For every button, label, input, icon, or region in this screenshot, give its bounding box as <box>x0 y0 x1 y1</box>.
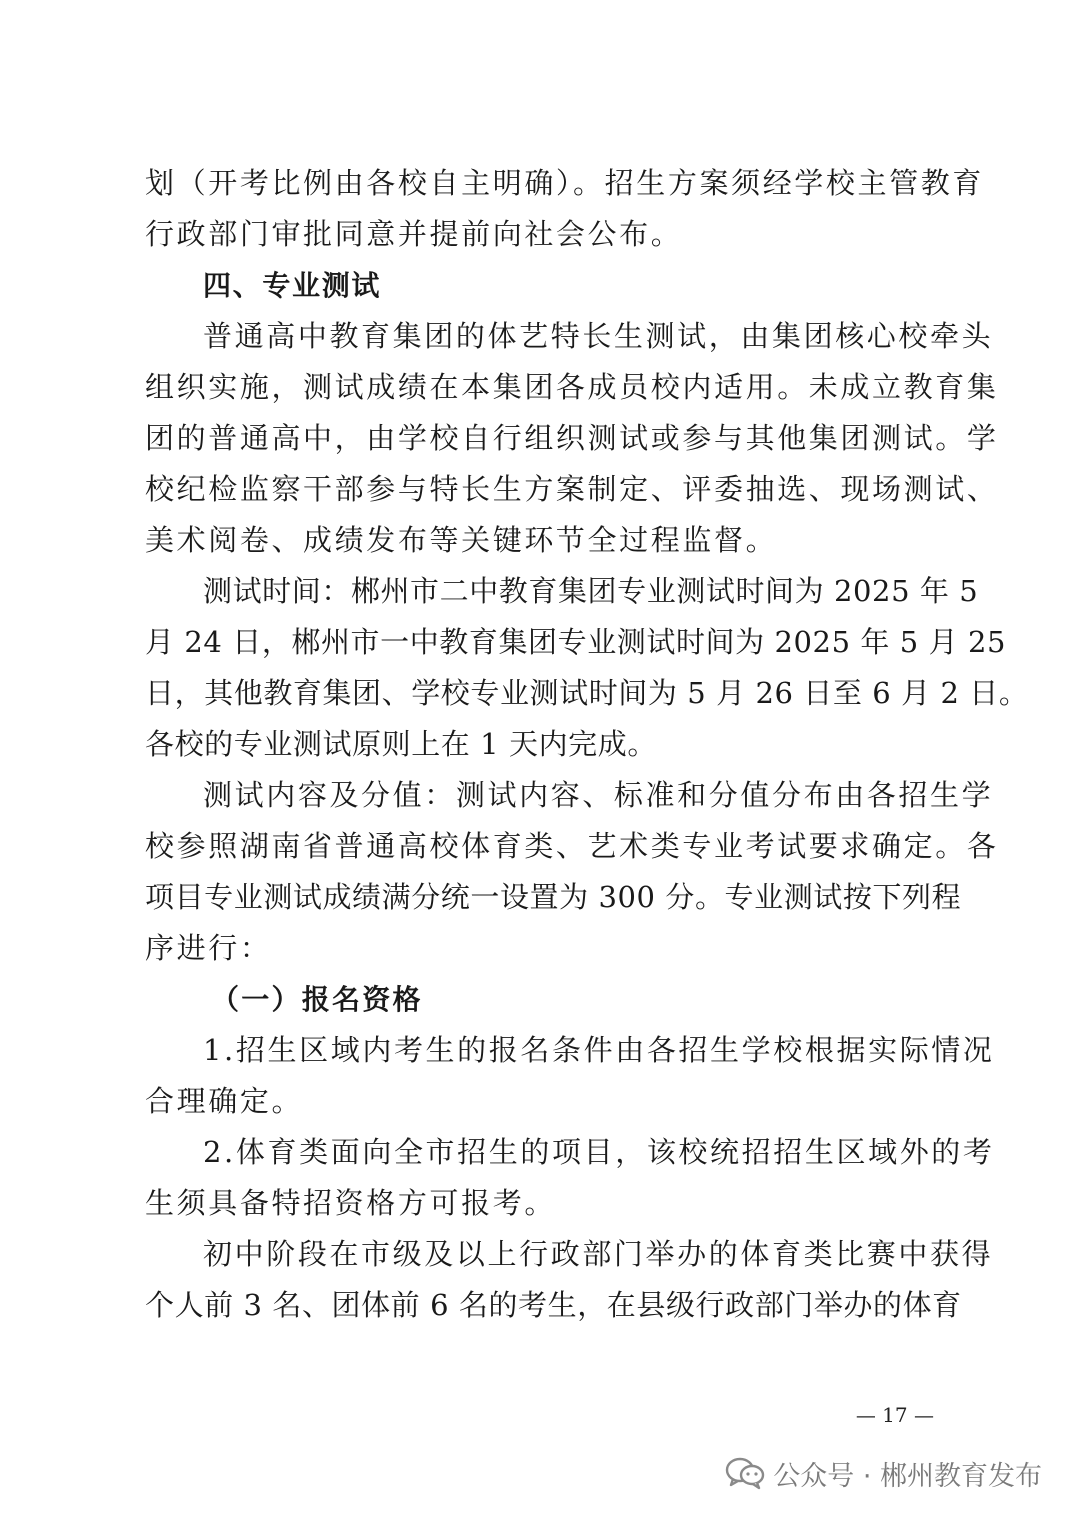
text-line: 团的普通高中，由学校自行组织测试或参与其他集团测试。学 <box>145 421 999 455</box>
text-line: 2.体育类面向全市招生的项目，该校统招招生区域外的考 <box>203 1135 995 1169</box>
watermark <box>725 1450 1042 1496</box>
text-line: 月 24 日，郴州市一中教育集团专业测试时间为 2025 年 5 月 25 <box>145 625 1007 659</box>
text-line: 测试时间：郴州市二中教育集团专业测试时间为 2025 年 5 <box>203 574 979 608</box>
text-line: 测试内容及分值：测试内容、标准和分值分布由各招生学 <box>203 778 994 812</box>
text-line: 日，其他教育集团、学校专业测试时间为 5 月 26 日至 6 月 2 日。 <box>145 676 1029 710</box>
subsection-heading: （一）报名资格 <box>211 983 423 1016</box>
text-line: 组织实施，测试成绩在本集团各成员校内适用。未成立教育集 <box>145 370 999 404</box>
text-line: 初中阶段在市级及以上行政部门举办的体育类比赛中获得 <box>203 1237 994 1271</box>
wechat-icon <box>725 1456 765 1490</box>
text-line: 校参照湖南省普通高校体育类、艺术类专业考试要求确定。各 <box>145 829 999 863</box>
body-text <box>145 158 1029 1331</box>
watermark-text: 公众号 · 郴州教育发布 <box>773 1460 1042 1492</box>
text-line: 生须具备特招资格方可报考。 <box>145 1186 556 1220</box>
text-line: 校纪检监察干部参与特长生方案制定、评委抽选、现场测试、 <box>145 472 999 506</box>
text-line: 项目专业测试成绩满分统一设置为 300 分。专业测试按下列程 <box>145 880 962 914</box>
text-line: 普通高中教育集团的体艺特长生测试，由集团核心校牵头 <box>203 319 994 353</box>
text-line: 合理确定。 <box>145 1084 304 1118</box>
text-line: 行政部门审批同意并提前向社会公布。 <box>145 217 683 251</box>
text-line: 1.招生区域内考生的报名条件由各招生学校根据实际情况 <box>203 1033 995 1067</box>
page-number: — 17 — <box>855 1403 934 1427</box>
section-heading: 四、专业测试 <box>203 269 382 302</box>
text-line: 美术阅卷、成绩发布等关键环节全过程监督。 <box>145 523 778 557</box>
text-line: 各校的专业测试原则上在 1 天内完成。 <box>145 727 657 761</box>
text-line: 个人前 3 名、团体前 6 名的考生，在县级行政部门举办的体育 <box>145 1288 962 1322</box>
text-line: 序进行： <box>145 931 272 965</box>
text-line: 划（开考比例由各校自主明确）。招生方案须经学校主管教育 <box>145 166 984 200</box>
